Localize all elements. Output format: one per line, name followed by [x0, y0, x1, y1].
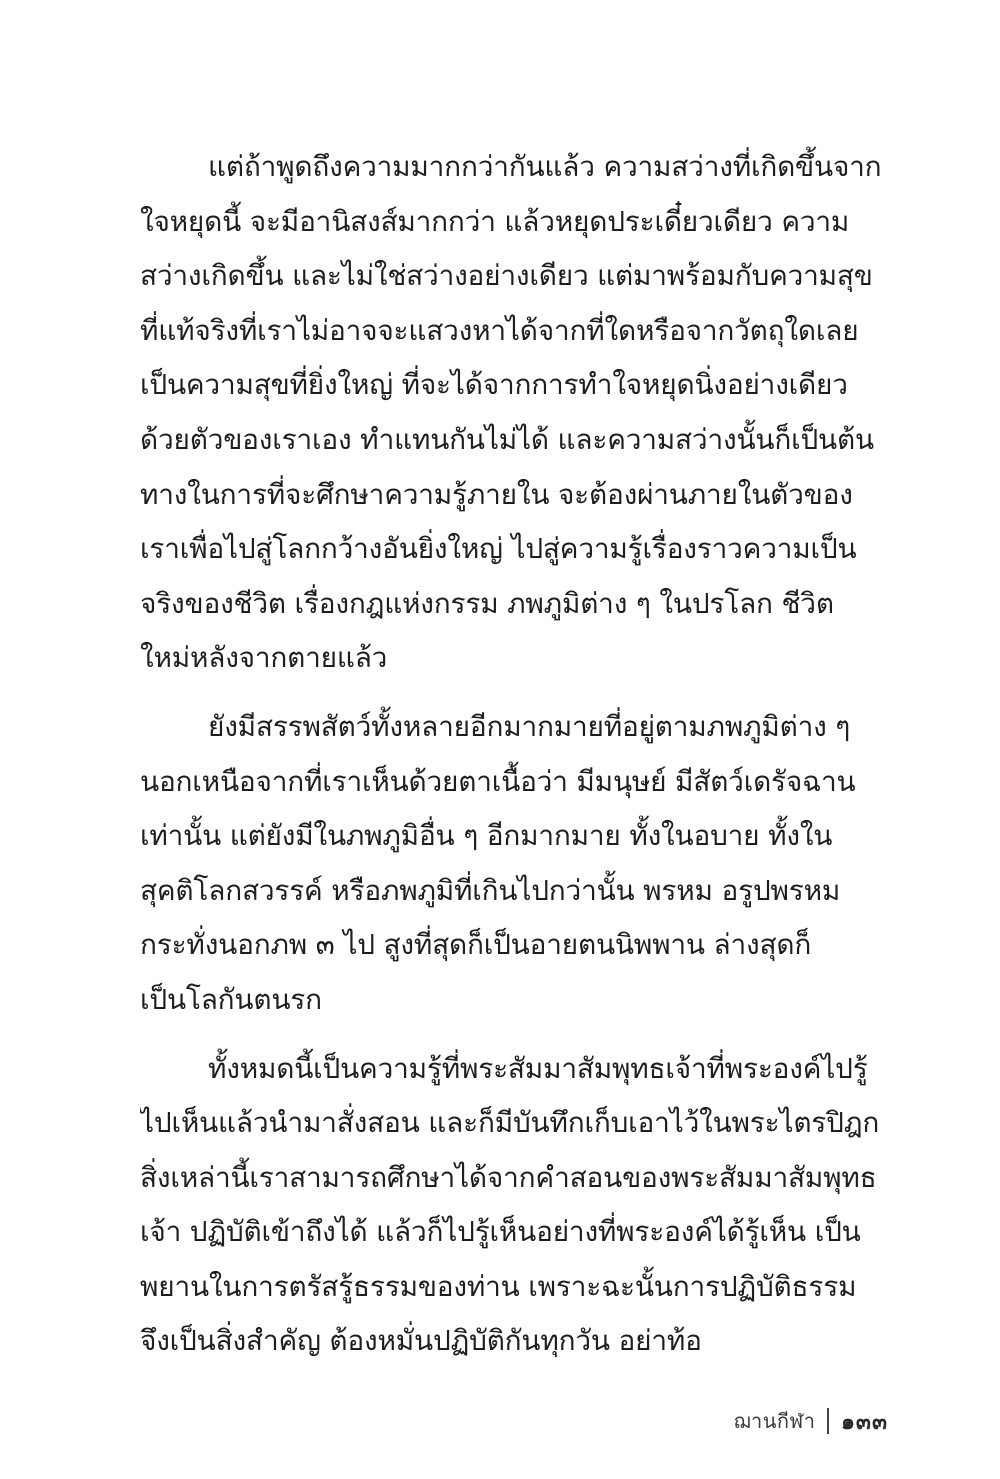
text-line: พยานในการตรัสรู้ธรรมของท่าน เพราะฉะนั้นการปฏิบัติธรรม: [140, 1269, 857, 1303]
paragraph-1: [140, 140, 888, 686]
text-line: กระทั่งนอกภพ ๓ ไป สูงที่สุดก็เป็นอายตนนิพพาน ล่างสุดก็: [140, 928, 812, 962]
text-line: นอกเหนือจากที่เราเห็นด้วยตาเนื้อว่า มีมนุษย์ มีสัตว์เดรัจฉาน: [140, 764, 856, 798]
text-line: สิ่งเหล่านี้เราสามารถศึกษาได้จากคำสอนของพระสัมมาสัมพุทธ: [140, 1160, 877, 1194]
text-line: ใหม่หลังจากตายแล้ว: [140, 641, 388, 675]
book-title: ฌานกีฬา: [733, 1409, 816, 1433]
text-line: จริงของชีวิต เรื่องกฎแห่งกรรม ภพภูมิต่าง ๆ ในปรโลก ชีวิต: [140, 586, 834, 620]
text-line: ยังมีสรรพสัตว์ทั้งหลายอีกมากมายที่อยู่ตามภพภูมิต่าง ๆ: [208, 709, 851, 743]
text-line: ที่แท้จริงที่เราไม่อาจจะแสวงหาได้จากที่ใดหรือจากวัตถุใดเลย: [140, 313, 859, 347]
text-line: สว่างเกิดขึ้น และไม่ใช่สว่างอย่างเดียว แต่มาพร้อมกับความสุข: [140, 259, 873, 293]
text-line: เราเพื่อไปสู่โลกกว้างอันยิ่งใหญ่ ไปสู่ความรู้เรื่องราวความเป็น: [140, 532, 857, 566]
text-line: ไปเห็นแล้วนำมาสั่งสอน และก็มีบันทึกเก็บเอาไว้ในพระไตรปิฎก: [140, 1106, 880, 1140]
footer-divider: [827, 1408, 829, 1434]
text-line: เป็นความสุขที่ยิ่งใหญ่ ที่จะได้จากการทำใจหยุดนิ่งอย่างเดียว: [140, 368, 848, 402]
text-line: จึงเป็นสิ่งสำคัญ ต้องหมั่นปฏิบัติกันทุกวัน อย่าท้อ: [140, 1324, 702, 1358]
text-line: สุคติโลกสวรรค์ หรือภพภูมิที่เกินไปกว่านั้น พรหม อรูปพรหม: [140, 873, 841, 907]
paragraph-3: [140, 1042, 888, 1370]
text-line: เจ้า ปฏิบัติเข้าถึงได้ แล้วก็ไปรู้เห็นอย่างที่พระองค์ได้รู้เห็น เป็น: [140, 1215, 861, 1249]
text-line: ด้วยตัวของเราเอง ทำแทนกันไม่ได้ และความสว่างนั้นก็เป็นต้น: [140, 422, 874, 456]
text-line: ใจหยุดนี้ จะมีอานิสงส์มากกว่า แล้วหยุดประเดี๋ยวเดียว ความ: [140, 204, 850, 238]
text-line: แต่ถ้าพูดถึงความมากกว่ากันแล้ว ความสว่างที่เกิดขึ้นจาก: [208, 150, 882, 183]
page-footer: [733, 1404, 888, 1438]
paragraph-2: [140, 700, 888, 1028]
page-number: ๑๓๓: [840, 1409, 888, 1435]
text-line: ทางในการที่จะศึกษาความรู้ภายใน จะต้องผ่านภายในตัวของ: [140, 477, 853, 511]
text-line: เป็นโลกันตนรก: [140, 982, 322, 1016]
text-line: เท่านั้น แต่ยังมีในภพภูมิอื่น ๆ อีกมากมาย ทั้งในอบาย ทั้งใน: [140, 819, 833, 853]
body-text: [140, 140, 888, 1383]
text-line: ทั้งหมดนี้เป็นความรู้ที่พระสัมมาสัมพุทธเจ้าที่พระองค์ไปรู้: [208, 1051, 868, 1085]
